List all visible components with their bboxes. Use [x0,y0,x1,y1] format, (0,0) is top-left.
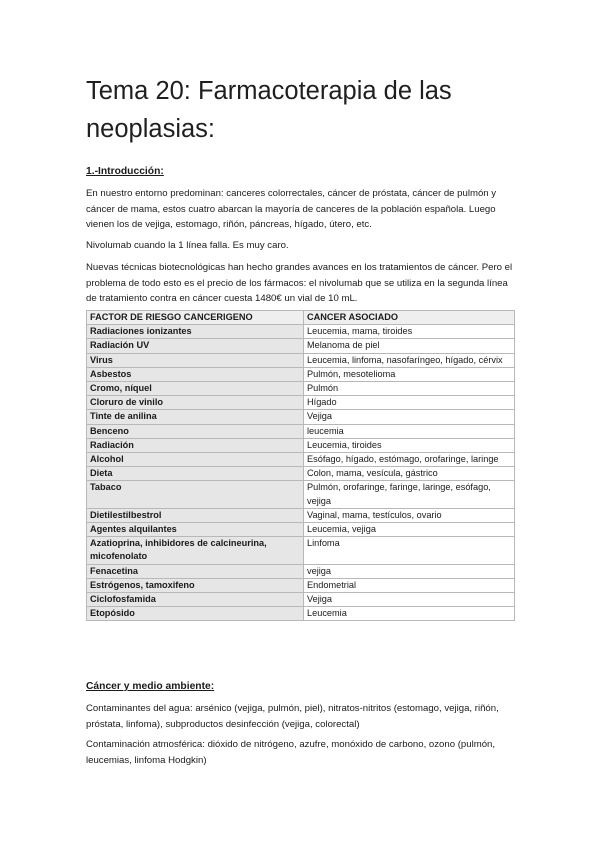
table-row [87,438,515,452]
table-row [87,607,515,621]
environment-paragraph-1: Contaminantes del agua: arsénico (vejiga, pulmón, piel), nitratos-nitritos (estomago, vejiga, riñón, próstata, linfoma), subproductos desinfección (vejiga, colorectal) [86,703,499,730]
header-factor: FACTOR DE RIESGO CANCERIGENO [87,311,304,325]
risk-factor-cell: Cromo, níquel [87,382,304,396]
table-row [87,339,515,353]
intro-heading: 1.-Introducción: [86,166,164,177]
risk-factor-cell: Radiación [87,438,304,452]
associated-cancer-cell: Leucemia, linfoma, nasofaríngeo, hígado, cérvix [304,353,515,367]
table-body [87,325,515,621]
table-header-row [87,311,515,325]
table-row [87,382,515,396]
table-row [87,467,515,481]
risk-factor-cell: Asbestos [87,367,304,381]
associated-cancer-cell: leucemia [304,424,515,438]
table-row [87,396,515,410]
associated-cancer-cell: Linfoma [304,537,515,564]
risk-factor-cell: Radiaciones ionizantes [87,325,304,339]
risk-factor-cell: Cloruro de vinilo [87,396,304,410]
table-row [87,537,515,564]
table-row [87,367,515,381]
table-row [87,424,515,438]
table-row [87,508,515,522]
table-row [87,453,515,467]
risk-factor-cell: Azatioprina, inhibidores de calcineurina, micofenolato [87,537,304,564]
associated-cancer-cell: Pulmón [304,382,515,396]
table-row [87,481,515,508]
risk-factor-cell: Agentes alquilantes [87,523,304,537]
associated-cancer-cell: Leucemia, vejiga [304,523,515,537]
intro-paragraph-1: En nuestro entorno predominan: canceres colorrectales, cáncer de próstata, cáncer de pulmón y cáncer de mama, estos cuatro abarcan la mayoría de canceres de la población española. Luego vienen los de vejiga, estomago, riñón, páncreas, hígado, útero, etc. [86,188,497,231]
risk-factor-cell: Fenacetina [87,564,304,578]
environment-paragraph-2: Contaminación atmosférica: dióxido de nitrógeno, azufre, monóxido de carbono, ozono (pulmón, leucemias, linfoma Hodgkin) [86,739,496,766]
risk-factor-table [86,310,515,621]
table-row [87,353,515,367]
risk-factor-cell: Alcohol [87,453,304,467]
risk-factor-cell: Virus [87,353,304,367]
table-row [87,578,515,592]
associated-cancer-cell: Colon, mama, vesícula, gástrico [304,467,515,481]
table-row [87,593,515,607]
associated-cancer-cell: Vaginal, mama, testículos, ovario [304,508,515,522]
associated-cancer-cell: Pulmón, mesotelioma [304,367,515,381]
risk-factor-cell: Dieta [87,467,304,481]
risk-factor-cell: Tabaco [87,481,304,508]
intro-paragraph-3: Nuevas técnicas biotecnológicas han hecho grandes avances en los tratamientos de cáncer. Pero el problema de todo esto es el precio de los fármacos: el nivolumab que se utiliza en la segunda línea de tratamiento contra en cáncer cuesta 1480€ un vial de 10 mL. [86,262,513,305]
associated-cancer-cell: Vejiga [304,593,515,607]
risk-factor-cell: Benceno [87,424,304,438]
intro-paragraph-2: Nivolumab cuando la 1 línea falla. Es muy caro. [86,240,289,251]
risk-factor-cell: Estrógenos, tamoxifeno [87,578,304,592]
risk-factor-cell: Tinte de anilina [87,410,304,424]
associated-cancer-cell: Hígado [304,396,515,410]
associated-cancer-cell: Pulmón, orofaringe, faringe, laringe, esófago, vejiga [304,481,515,508]
risk-factor-cell: Ciclofosfamida [87,593,304,607]
table-row [87,523,515,537]
associated-cancer-cell: Leucemia, tiroides [304,438,515,452]
associated-cancer-cell: Esófago, hígado, estómago, orofaringe, laringe [304,453,515,467]
risk-factor-cell: Dietilestilbestrol [87,508,304,522]
risk-factor-cell: Radiación UV [87,339,304,353]
risk-factor-cell: Etopósido [87,607,304,621]
page-title: Tema 20: Farmacoterapia de las neoplasias: [86,77,452,143]
associated-cancer-cell: Leucemia, mama, tiroides [304,325,515,339]
associated-cancer-cell: Leucemia [304,607,515,621]
environment-heading: Cáncer y medio ambiente: [86,681,215,692]
table-row [87,325,515,339]
associated-cancer-cell: Endometrial [304,578,515,592]
associated-cancer-cell: Melanoma de piel [304,339,515,353]
table-row [87,410,515,424]
table-row [87,564,515,578]
associated-cancer-cell: Vejiga [304,410,515,424]
associated-cancer-cell: vejiga [304,564,515,578]
header-cancer: CANCER ASOCIADO [304,311,515,325]
